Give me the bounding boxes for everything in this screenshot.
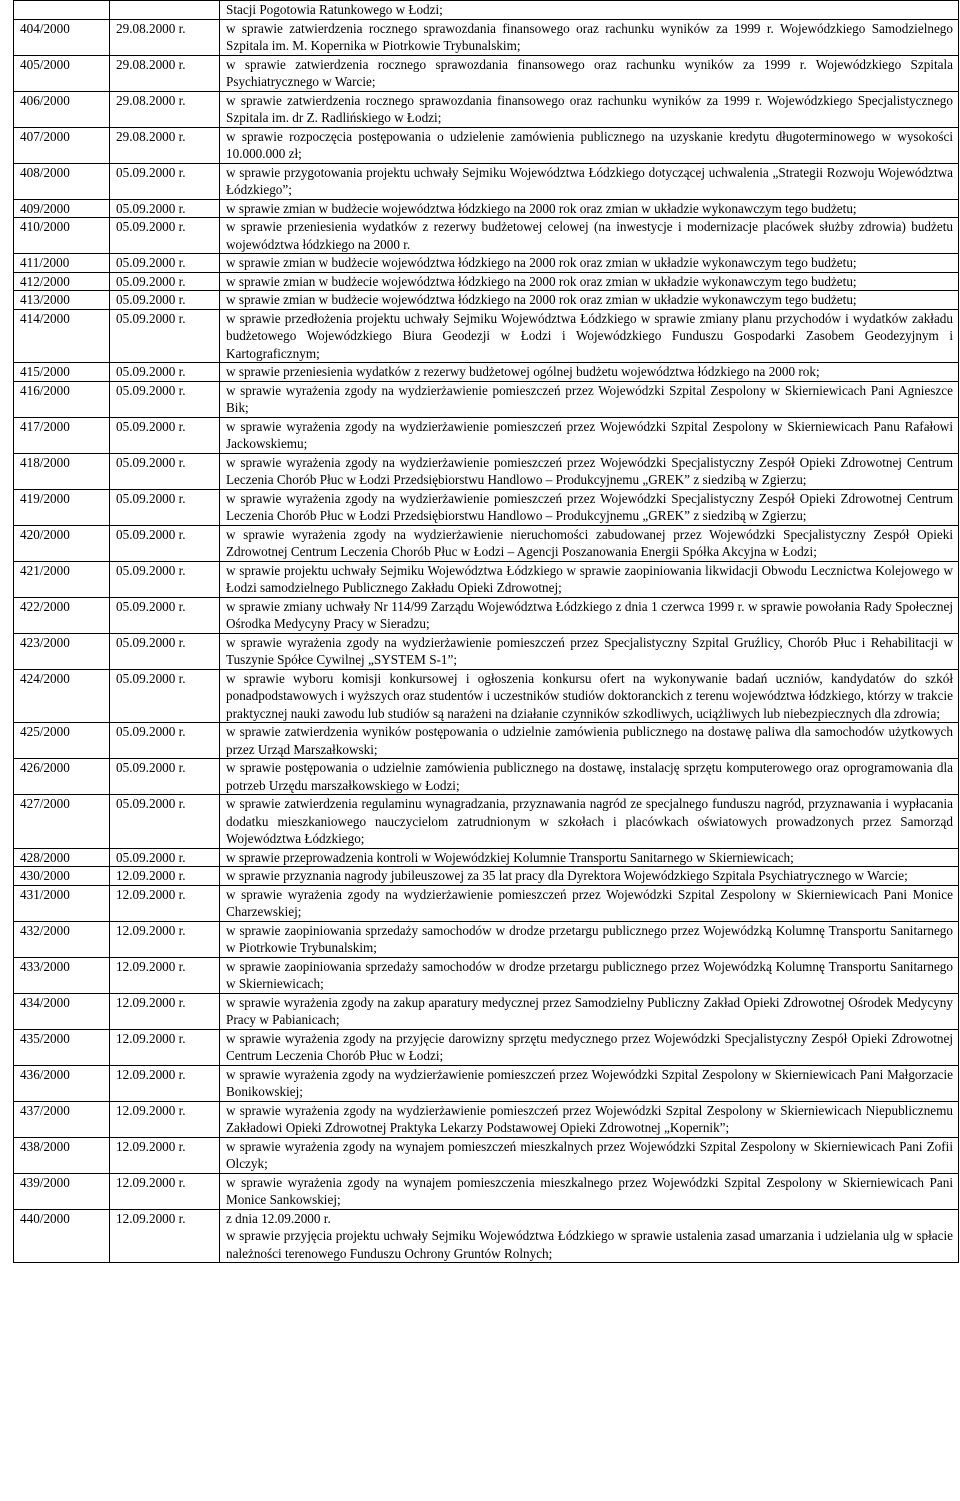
resolution-date bbox=[110, 1, 220, 20]
resolution-number: 423/2000 bbox=[14, 633, 110, 669]
resolution-row bbox=[14, 723, 959, 759]
resolution-number: 433/2000 bbox=[14, 957, 110, 993]
resolution-row bbox=[14, 199, 959, 218]
resolution-number: 434/2000 bbox=[14, 993, 110, 1029]
resolution-description: w sprawie postępowania o udzielnie zamówienia publicznego na dostawę, instalację sprzętu komputerowego oraz oprogramowania dla potrzeb Urzędu marszałkowskiego w Łodzi; bbox=[220, 759, 959, 795]
resolution-date: 29.08.2000 r. bbox=[110, 55, 220, 91]
resolution-number: 407/2000 bbox=[14, 127, 110, 163]
resolution-date: 05.09.2000 r. bbox=[110, 723, 220, 759]
resolution-description: w sprawie zatwierdzenia wyników postępowania o udzielnie zamówienia publicznego na dostawę paliwa dla samochodów użytkowych przez Urząd Marszałkowski; bbox=[220, 723, 959, 759]
resolution-date: 05.09.2000 r. bbox=[110, 417, 220, 453]
resolutions-table bbox=[13, 0, 959, 1263]
resolution-row bbox=[14, 127, 959, 163]
resolutions-table-body bbox=[14, 1, 959, 1263]
resolution-number: 413/2000 bbox=[14, 291, 110, 310]
resolution-date: 05.09.2000 r. bbox=[110, 163, 220, 199]
resolution-number: 436/2000 bbox=[14, 1065, 110, 1101]
resolution-row bbox=[14, 381, 959, 417]
resolution-row bbox=[14, 1173, 959, 1209]
resolution-date: 12.09.2000 r. bbox=[110, 1209, 220, 1263]
resolution-row bbox=[14, 633, 959, 669]
resolution-description: w sprawie wyrażenia zgody na wynajem pomieszczenia mieszkalnego przez Wojewódzki Szpital Zespolony w Skierniewicach Pani Monice Sankowskiej; bbox=[220, 1173, 959, 1209]
resolution-description bbox=[220, 1209, 959, 1263]
resolution-number: 438/2000 bbox=[14, 1137, 110, 1173]
resolution-description: w sprawie przeprowadzenia kontroli w Wojewódzkiej Kolumnie Transportu Sanitarnego w Skierniewicach; bbox=[220, 848, 959, 867]
resolution-number: 408/2000 bbox=[14, 163, 110, 199]
resolution-description: w sprawie zmian w budżecie województwa łódzkiego na 2000 rok oraz zmian w układzie wykonawczym tego budżetu; bbox=[220, 254, 959, 273]
resolution-description: w sprawie zatwierdzenia rocznego sprawozdania finansowego oraz rachunku wyników za 1999 r. Wojewódzkiego Specjalistycznego Szpitala im. dr Z. Radlińskiego w Łodzi; bbox=[220, 91, 959, 127]
resolution-description: w sprawie przygotowania projektu uchwały Sejmiku Województwa Łódzkiego dotyczącej uchwalenia „Strategii Rozwoju Województwa Łódzkiego”; bbox=[220, 163, 959, 199]
resolution-row bbox=[14, 91, 959, 127]
resolution-number: 431/2000 bbox=[14, 885, 110, 921]
resolution-number bbox=[14, 1, 110, 20]
resolution-description: w sprawie zmiany uchwały Nr 114/99 Zarządu Województwa Łódzkiego z dnia 1 czerwca 1999 r. w sprawie powołania Rady Społecznej Ośrodka Medycyny Pracy w Sieradzu; bbox=[220, 597, 959, 633]
resolution-description: w sprawie wyrażenia zgody na wydzierżawienie pomieszczeń przez Specjalistyczny Szpital Gruźlicy, Chorób Płuc i Rehabilitacji w Tuszynie Spółce Cywilnej „SYSTEM S-1”; bbox=[220, 633, 959, 669]
resolution-number: 412/2000 bbox=[14, 272, 110, 291]
resolution-row bbox=[14, 218, 959, 254]
resolution-description-line: z dnia 12.09.2000 r. bbox=[226, 1210, 331, 1226]
resolution-row bbox=[14, 669, 959, 723]
resolution-description: w sprawie wyrażenia zgody na przyjęcie darowizny sprzętu medycznego przez Wojewódzki Specjalistyczny Zespół Opieki Zdrowotnej Centrum Leczenia Chorób Płuc w Łodzi; bbox=[220, 1029, 959, 1065]
resolution-date: 12.09.2000 r. bbox=[110, 1101, 220, 1137]
resolution-date: 29.08.2000 r. bbox=[110, 91, 220, 127]
resolution-description: w sprawie wyrażenia zgody na wydzierżawienie pomieszczeń przez Wojewódzki Szpital Zespolony w Skierniewicach Niepublicznemu Zakładowi Opieki Zdrowotnej Praktyka Lekarzy Podstawowej Opieki Zdrowotnej „Kopernik”; bbox=[220, 1101, 959, 1137]
resolution-row bbox=[14, 1137, 959, 1173]
resolution-number: 428/2000 bbox=[14, 848, 110, 867]
resolution-date: 05.09.2000 r. bbox=[110, 848, 220, 867]
resolution-date: 12.09.2000 r. bbox=[110, 921, 220, 957]
resolution-row bbox=[14, 1101, 959, 1137]
resolution-row bbox=[14, 921, 959, 957]
resolution-date: 12.09.2000 r. bbox=[110, 993, 220, 1029]
resolution-description: w sprawie projektu uchwały Sejmiku Województwa Łódzkiego w sprawie zaopiniowania likwidacji Obwodu Lecznictwa Kolejowego w Łodzi samodzielnego Publicznego Zakładu Opieki Zdrowotnej; bbox=[220, 561, 959, 597]
resolution-row bbox=[14, 291, 959, 310]
resolution-date: 29.08.2000 r. bbox=[110, 19, 220, 55]
resolution-date: 05.09.2000 r. bbox=[110, 669, 220, 723]
resolution-number: 424/2000 bbox=[14, 669, 110, 723]
resolution-number: 411/2000 bbox=[14, 254, 110, 273]
resolution-number: 419/2000 bbox=[14, 489, 110, 525]
resolution-description: w sprawie przedłożenia projektu uchwały Sejmiku Województwa Łódzkiego w sprawie zmiany planu przychodów i wydatków zakładu budżetowego Wojewódzkiego Biura Geodezji w Łodzi i Wojewódzkiego Funduszu Gospodarki Zasobem Geodezyjnym i Kartograficznym; bbox=[220, 309, 959, 363]
resolution-row bbox=[14, 1209, 959, 1263]
resolution-description: w sprawie wyrażenia zgody na wydzierżawienie pomieszczeń przez Wojewódzki Specjalistyczny Zespół Opieki Zdrowotnej Centrum Leczenia Chorób Płuc w Łodzi Przedsiębiorstwu Handlowo – Produkcyjnemu „GREK” z siedzibą w Zgierzu; bbox=[220, 489, 959, 525]
resolution-description: w sprawie zmian w budżecie województwa łódzkiego na 2000 rok oraz zmian w układzie wykonawczym tego budżetu; bbox=[220, 272, 959, 291]
resolution-number: 421/2000 bbox=[14, 561, 110, 597]
resolution-description: w sprawie zmian w budżecie województwa łódzkiego na 2000 rok oraz zmian w układzie wykonawczym tego budżetu; bbox=[220, 291, 959, 310]
resolution-date: 05.09.2000 r. bbox=[110, 272, 220, 291]
resolution-description: w sprawie wyrażenia zgody na wydzierżawienie pomieszczeń przez Wojewódzki Szpital Zespolony w Skierniewicach Pani Małgorzacie Bonikowskiej; bbox=[220, 1065, 959, 1101]
resolution-row bbox=[14, 55, 959, 91]
resolution-date: 05.09.2000 r. bbox=[110, 759, 220, 795]
resolution-row bbox=[14, 272, 959, 291]
resolution-row bbox=[14, 867, 959, 886]
resolution-date: 05.09.2000 r. bbox=[110, 363, 220, 382]
resolution-date: 05.09.2000 r. bbox=[110, 381, 220, 417]
resolution-number: 425/2000 bbox=[14, 723, 110, 759]
resolution-number: 422/2000 bbox=[14, 597, 110, 633]
resolution-number: 416/2000 bbox=[14, 381, 110, 417]
resolution-row bbox=[14, 957, 959, 993]
resolution-description: w sprawie wyrażenia zgody na wydzierżawienie pomieszczeń przez Wojewódzki Specjalistyczny Zespół Opieki Zdrowotnej Centrum Leczenia Chorób Płuc w Łodzi Przedsiębiorstwu Handlowo – Produkcyjnemu „GREK” z siedzibą w Zgierzu; bbox=[220, 453, 959, 489]
resolution-row bbox=[14, 163, 959, 199]
resolution-number: 430/2000 bbox=[14, 867, 110, 886]
resolution-number: 406/2000 bbox=[14, 91, 110, 127]
resolution-row bbox=[14, 597, 959, 633]
resolution-number: 417/2000 bbox=[14, 417, 110, 453]
resolution-row bbox=[14, 254, 959, 273]
resolution-date: 05.09.2000 r. bbox=[110, 561, 220, 597]
resolution-description: w sprawie wyrażenia zgody na wydzierżawienie pomieszczeń przez Wojewódzki Szpital Zespolony w Skierniewicach Pani Agnieszce Bik; bbox=[220, 381, 959, 417]
resolution-row bbox=[14, 417, 959, 453]
resolution-number: 405/2000 bbox=[14, 55, 110, 91]
resolution-date: 12.09.2000 r. bbox=[110, 957, 220, 993]
resolution-description: w sprawie wyrażenia zgody na wydzierżawienie pomieszczeń przez Wojewódzki Szpital Zespolony w Skierniewicach Panu Rafałowi Jackowskiemu; bbox=[220, 417, 959, 453]
resolution-number: 437/2000 bbox=[14, 1101, 110, 1137]
resolution-number: 440/2000 bbox=[14, 1209, 110, 1263]
resolution-date: 05.09.2000 r. bbox=[110, 199, 220, 218]
resolution-description: w sprawie zaopiniowania sprzedaży samochodów w drodze przetargu publicznego przez Wojewódzką Kolumnę Transportu Sanitarnego w Piotrkowie Trybunalskim; bbox=[220, 921, 959, 957]
resolution-date: 12.09.2000 r. bbox=[110, 885, 220, 921]
resolution-date: 12.09.2000 r. bbox=[110, 1137, 220, 1173]
resolution-number: 409/2000 bbox=[14, 199, 110, 218]
resolution-date: 05.09.2000 r. bbox=[110, 453, 220, 489]
resolution-date: 12.09.2000 r. bbox=[110, 867, 220, 886]
resolution-number: 415/2000 bbox=[14, 363, 110, 382]
resolution-date: 05.09.2000 r. bbox=[110, 597, 220, 633]
resolution-row bbox=[14, 453, 959, 489]
resolution-row bbox=[14, 885, 959, 921]
resolution-date: 29.08.2000 r. bbox=[110, 127, 220, 163]
resolution-row bbox=[14, 525, 959, 561]
resolution-date: 05.09.2000 r. bbox=[110, 633, 220, 669]
resolution-number: 426/2000 bbox=[14, 759, 110, 795]
resolution-date: 12.09.2000 r. bbox=[110, 1029, 220, 1065]
resolution-description: Stacji Pogotowia Ratunkowego w Łodzi; bbox=[220, 1, 959, 20]
resolution-number: 410/2000 bbox=[14, 218, 110, 254]
resolution-row bbox=[14, 795, 959, 849]
resolution-description: w sprawie zatwierdzenia rocznego sprawozdania finansowego oraz rachunku wyników za 1999 r. Wojewódzkiego Samodzielnego Szpitala im. M. Kopernika w Piotrkowie Trybunalskim; bbox=[220, 19, 959, 55]
resolution-date: 05.09.2000 r. bbox=[110, 525, 220, 561]
resolution-description: w sprawie wyrażenia zgody na wydzierżawienie pomieszczeń przez Wojewódzki Szpital Zespolony w Skierniewicach Pani Monice Charzewskiej; bbox=[220, 885, 959, 921]
resolution-number: 435/2000 bbox=[14, 1029, 110, 1065]
resolution-row bbox=[14, 759, 959, 795]
resolution-description: w sprawie przeniesienia wydatków z rezerwy budżetowej celowej (na inwestycje i modernizacje placówek służby zdrowia) budżetu województwa łódzkiego na 2000 r. bbox=[220, 218, 959, 254]
resolution-number: 432/2000 bbox=[14, 921, 110, 957]
resolution-date: 05.09.2000 r. bbox=[110, 254, 220, 273]
resolution-number: 414/2000 bbox=[14, 309, 110, 363]
resolution-description: w sprawie zaopiniowania sprzedaży samochodów w drodze przetargu publicznego przez Wojewódzką Kolumnę Transportu Sanitarnego w Skierniewicach; bbox=[220, 957, 959, 993]
resolution-row bbox=[14, 19, 959, 55]
resolution-number: 404/2000 bbox=[14, 19, 110, 55]
resolution-row bbox=[14, 309, 959, 363]
resolution-description-line: w sprawie przyjęcia projektu uchwały Sejmiku Województwa Łódzkiego w sprawie ustalenia zasad umarzania i udzielania ulg w spłacie należności terenowego Funduszu Ochrony Gruntów Rolnych; bbox=[226, 1228, 953, 1261]
resolution-description: w sprawie zatwierdzenia regulaminu wynagradzania, przyznawania nagród ze specjalnego funduszu nagród, przyznawania i wypłacania dodatku mieszkaniowego nauczycielom zatrudnionym w szkołach i placówkach oświatowych prowadzonych przez Samorząd Województwa Łódzkiego; bbox=[220, 795, 959, 849]
resolution-date: 05.09.2000 r. bbox=[110, 218, 220, 254]
resolution-number: 420/2000 bbox=[14, 525, 110, 561]
resolution-description: w sprawie wyrażenia zgody na wydzierżawienie nieruchomości zabudowanej przez Wojewódzki Specjalistyczny Zespół Opieki Zdrowotnej Centrum Leczenia Chorób Płuc w Łodzi – Agencji Poszanowania Energii Spółka Akcyjna w Łodzi; bbox=[220, 525, 959, 561]
resolution-row bbox=[14, 1, 959, 20]
resolution-row bbox=[14, 1029, 959, 1065]
resolution-row bbox=[14, 848, 959, 867]
resolution-description: w sprawie rozpoczęcia postępowania o udzielenie zamówienia publicznego na uzyskanie kredytu długoterminowego w wysokości 10.000.000 zł; bbox=[220, 127, 959, 163]
resolution-number: 439/2000 bbox=[14, 1173, 110, 1209]
resolution-date: 12.09.2000 r. bbox=[110, 1173, 220, 1209]
resolution-description: w sprawie wyrażenia zgody na wynajem pomieszczeń mieszkalnych przez Wojewódzki Szpital Zespolony w Skierniewicach Pani Zofii Olczyk; bbox=[220, 1137, 959, 1173]
resolution-description: w sprawie wyrażenia zgody na zakup aparatury medycznej przez Samodzielny Publiczny Zakład Opieki Zdrowotnej Ośrodek Medycyny Pracy w Pabianicach; bbox=[220, 993, 959, 1029]
resolution-date: 05.09.2000 r. bbox=[110, 795, 220, 849]
resolution-date: 05.09.2000 r. bbox=[110, 309, 220, 363]
resolution-number: 427/2000 bbox=[14, 795, 110, 849]
resolution-row bbox=[14, 1065, 959, 1101]
resolution-description: w sprawie przeniesienia wydatków z rezerwy budżetowej ogólnej budżetu województwa łódzkiego na 2000 rok; bbox=[220, 363, 959, 382]
resolution-date: 12.09.2000 r. bbox=[110, 1065, 220, 1101]
resolution-description: w sprawie przyznania nagrody jubileuszowej za 35 lat pracy dla Dyrektora Wojewódzkiego Szpitala Psychiatrycznego w Warcie; bbox=[220, 867, 959, 886]
resolution-description: w sprawie zatwierdzenia rocznego sprawozdania finansowego oraz rachunku wyników za 1999 r. Wojewódzkiego Szpitala Psychiatrycznego w Warcie; bbox=[220, 55, 959, 91]
resolution-row bbox=[14, 993, 959, 1029]
resolution-number: 418/2000 bbox=[14, 453, 110, 489]
resolution-date: 05.09.2000 r. bbox=[110, 489, 220, 525]
resolution-date: 05.09.2000 r. bbox=[110, 291, 220, 310]
resolution-row bbox=[14, 363, 959, 382]
resolution-description: w sprawie wyboru komisji konkursowej i ogłoszenia konkursu ofert na wykonywanie badań uczniów, kandydatów do szkół ponadpodstawowych i wyższych oraz studentów i uczestników studiów doktoranckich z terenu województwa łódzkiego, którzy w trakcie praktycznej nauki zawodu lub studiów są narażeni na działanie czynników szkodliwych, uciążliwych lub niebezpiecznych dla zdrowia; bbox=[220, 669, 959, 723]
resolution-description: w sprawie zmian w budżecie województwa łódzkiego na 2000 rok oraz zmian w układzie wykonawczym tego budżetu; bbox=[220, 199, 959, 218]
resolution-row bbox=[14, 489, 959, 525]
resolution-row bbox=[14, 561, 959, 597]
